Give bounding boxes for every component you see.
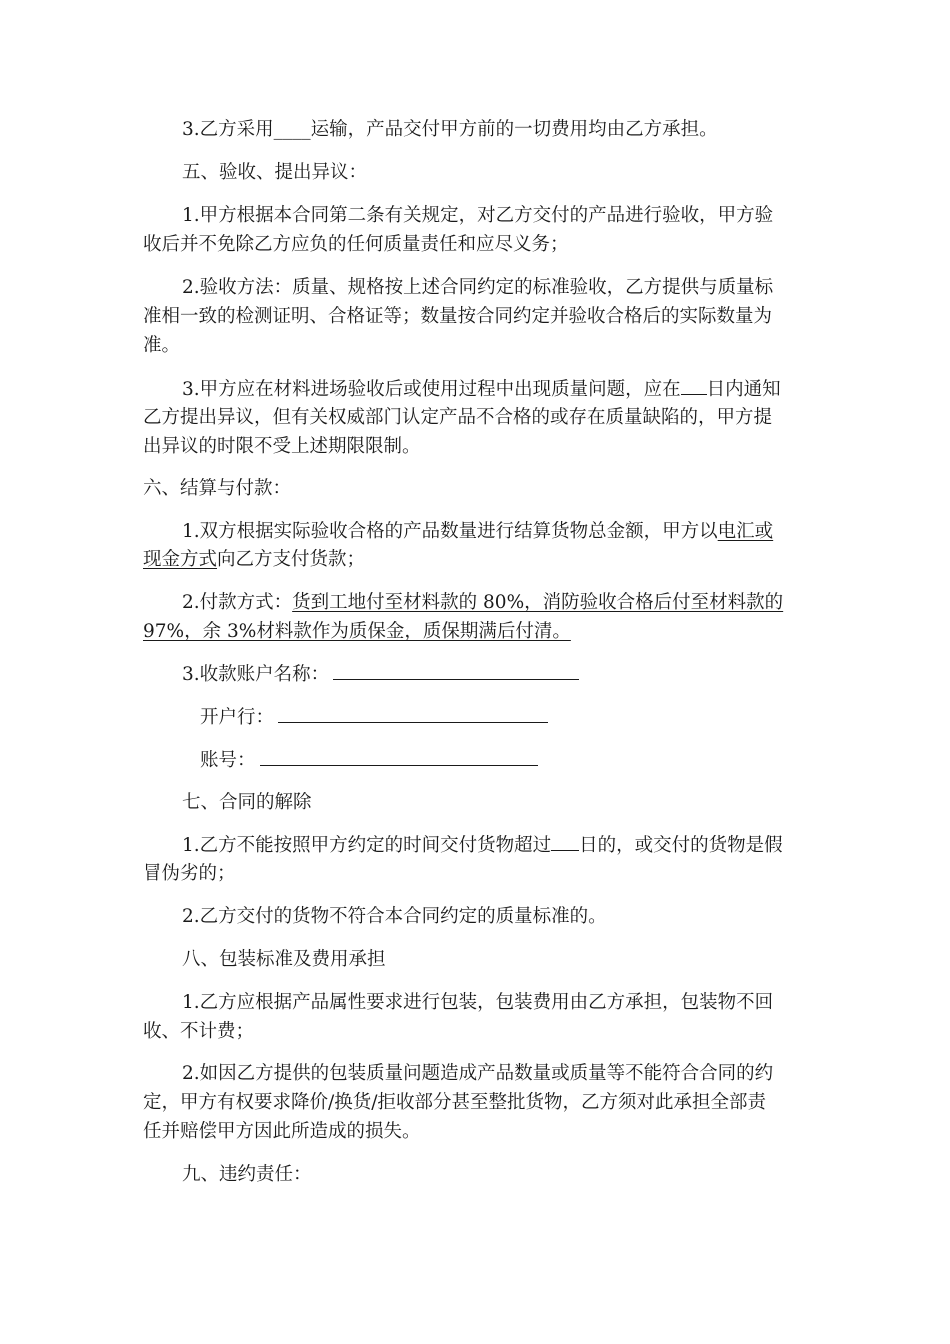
clause-5-3-text-b: 日内通知 [706,379,781,400]
clause-8-2-line-3: 任并赔偿甲方因此所造成的损失。 [143,1121,421,1142]
account-name-blank [333,662,579,680]
clause-5-1-line-2: 收后并不免除乙方应负的任何质量责任和应尽义务； [143,234,569,255]
clause-8-2-line-2: 定，甲方有权要求降价/换货/拒收部分甚至整批货物，乙方须对此承担全部责 [143,1092,766,1113]
clause-7-1-text-b: 日的，或交付的货物是假 [579,835,783,856]
payment-method-b: 现金方式 [143,549,218,570]
blank-overdue-days [551,833,579,851]
bank-label: 开户行： [200,707,275,728]
clause-5-2-line-3: 准。 [143,335,181,356]
clause-4-3: 3.乙方采用____运输，产品交付甲方前的一切费用均由乙方承担。 [182,119,718,140]
account-label: 账号： [200,750,256,771]
bank-line [200,705,820,730]
clause-7-1-line-1 [182,833,842,858]
payment-terms-a: 货到工地付至材料款的 80%，消防验收合格后付至材料款的 [292,592,784,613]
clause-8-2-line-1: 2.如因乙方提供的包装质量问题造成产品数量或质量等不能符合合同的约 [182,1063,774,1084]
payment-method-a: 电汇或 [717,521,774,542]
clause-6-1-tail: 向乙方支付货款； [217,549,366,570]
clause-6-1-line-2 [143,548,823,572]
account-line [200,748,820,773]
clause-5-2-line-1: 2.验收方法：质量、规格按上述合同约定的标准验收，乙方提供与质量标 [182,277,774,298]
clause-5-3-text-a: 3.甲方应在材料进场验收后或使用过程中出现质量问题，应在 [182,379,681,400]
clause-6-1-line-1 [182,520,842,544]
blank-days [681,377,707,395]
clause-7-2: 2.乙方交付的货物不符合本合同约定的质量标准的。 [182,906,607,927]
clause-6-1-text: 1.双方根据实际验收合格的产品数量进行结算货物总金额，甲方以 [182,521,718,542]
clause-5-3-line-1 [182,377,842,402]
clause-5-3-line-3: 出异议的时限不受上述期限限制。 [143,436,421,457]
clause-7-1-text-a: 1.乙方不能按照甲方约定的时间交付货物超过 [182,835,552,856]
clause-6-2-line-1 [182,591,842,615]
section-7-heading: 七、合同的解除 [182,792,312,813]
clause-8-1-line-2: 收、不计费； [143,1021,255,1042]
section-6-heading: 六、结算与付款： [143,478,292,499]
clause-6-2-line-2 [143,620,823,644]
clause-6-2-label: 2.付款方式： [182,592,293,613]
section-8-heading: 八、包装标准及费用承担 [182,949,386,970]
clause-7-1-line-2: 冒伪劣的； [143,863,236,884]
bank-blank [278,705,548,723]
account-blank [260,748,538,766]
section-5-heading: 五、验收、提出异议： [182,162,368,183]
clause-6-3 [182,662,822,687]
clause-5-3-line-2: 乙方提出异议，但有关权威部门认定产品不合格的或存在质量缺陷的，甲方提 [143,407,773,428]
account-name-label: 3.收款账户名称： [182,664,330,685]
clause-5-1-line-1: 1.甲方根据本合同第二条有关规定，对乙方交付的产品进行验收，甲方验 [182,205,774,226]
clause-5-2-line-2: 准相一致的检测证明、合格证等；数量按合同约定并验收合格后的实际数量为 [143,306,773,327]
clause-8-1-line-1: 1.乙方应根据产品属性要求进行包装，包装费用由乙方承担，包装物不回 [182,992,774,1013]
payment-terms-b: 97%，余 3%材料款作为质保金，质保期满后付清。 [143,621,571,642]
section-9-heading: 九、违约责任： [182,1164,312,1185]
